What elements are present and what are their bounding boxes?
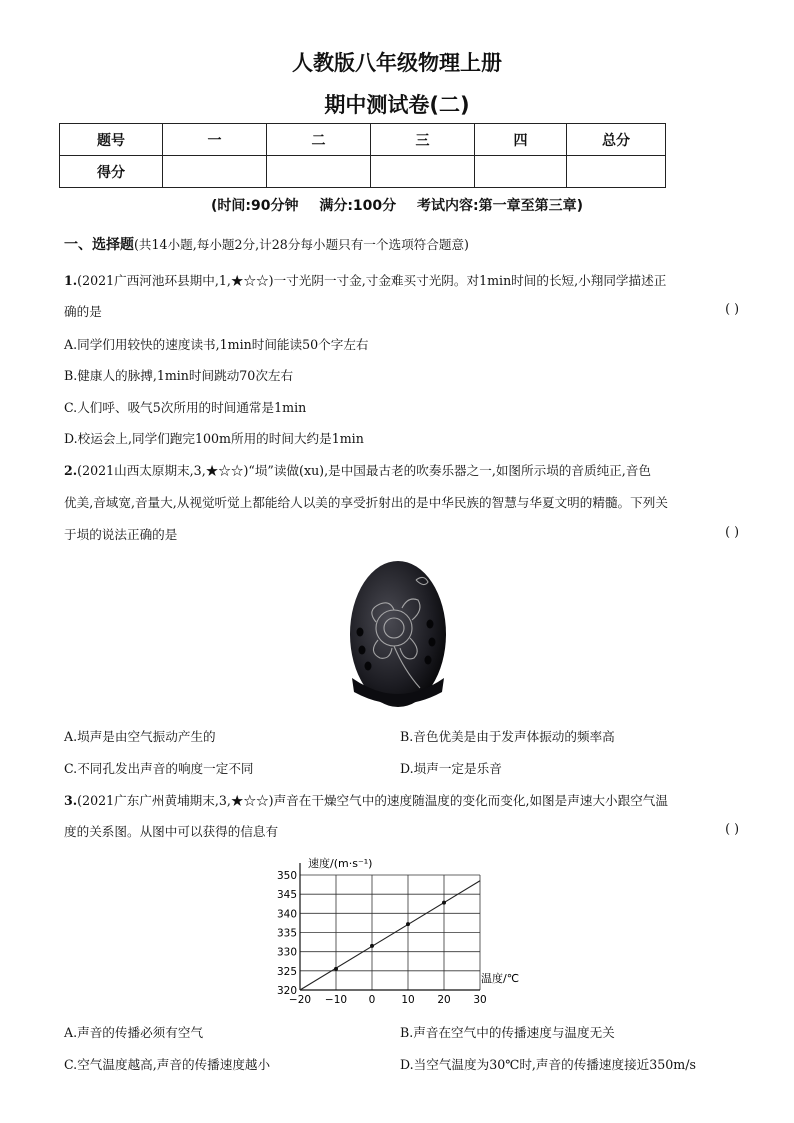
x-tick-label: 10 bbox=[401, 994, 415, 1006]
x-tick-label: −10 bbox=[324, 994, 348, 1006]
q3-option-b[interactable]: B.声音在空气中的传播速度与温度无关 bbox=[400, 1025, 615, 1040]
question-text: 优美,音域宽,音量大,从视觉听觉上都能给人以美的享受折射出的是中华民族的智慧与华夏文明的精髓。下列关 bbox=[64, 495, 668, 510]
section-heading bbox=[64, 234, 469, 254]
q2-option-d[interactable]: D.埙声一定是乐音 bbox=[400, 761, 502, 776]
answer-parentheses[interactable]: ( ) bbox=[725, 821, 739, 836]
x-tick-label: 20 bbox=[437, 994, 451, 1006]
question-number: 1. bbox=[64, 273, 78, 288]
q3-option-d[interactable]: D.当空气温度为30℃时,声音的传播速度接近350m/s bbox=[400, 1057, 696, 1072]
q1-option-b[interactable]: B.健康人的脉搏,1min时间跳动70次左右 bbox=[64, 368, 294, 383]
section-title: 一、选择题 bbox=[64, 237, 134, 253]
question-text: 确的是 bbox=[64, 304, 102, 319]
exam-full-score: 满分:100分 bbox=[319, 198, 397, 214]
q3-option-c[interactable]: C.空气温度越高,声音的传播速度越小 bbox=[64, 1057, 271, 1072]
x-tick-label: −20 bbox=[288, 994, 312, 1006]
y-tick-label: 345 bbox=[276, 889, 297, 902]
score-cell: 一 bbox=[163, 124, 267, 156]
question-text: (2021广东广州黄埔期末,3,★☆☆)声音在干燥空气中的速度随温度的变化而变化,如图是声速大小跟空气温 bbox=[77, 793, 668, 808]
score-cell: 题号 bbox=[60, 124, 163, 156]
q2-option-a[interactable]: A.埙声是由空气振动产生的 bbox=[64, 729, 216, 744]
data-point bbox=[442, 901, 446, 905]
question-2-line2 bbox=[64, 492, 739, 511]
question-text: 于埙的说法正确的是 bbox=[64, 527, 178, 542]
exam-content: 考试内容:第一章至第三章) bbox=[417, 198, 584, 214]
data-point bbox=[334, 967, 338, 971]
question-1-line1 bbox=[64, 270, 739, 289]
y-tick-label: 330 bbox=[276, 946, 297, 959]
score-table-header-row bbox=[60, 124, 666, 156]
data-point bbox=[370, 944, 374, 948]
chart-ticks bbox=[277, 870, 487, 1006]
score-cell: 三 bbox=[371, 124, 475, 156]
score-table-score-row bbox=[60, 156, 666, 188]
q1-option-c[interactable]: C.人们呼、吸气5次所用的时间通常是1min bbox=[64, 400, 307, 415]
question-number: 3. bbox=[64, 793, 78, 808]
q2-option-c[interactable]: C.不同孔发出声音的响度一定不同 bbox=[64, 761, 254, 776]
speed-line bbox=[300, 881, 480, 990]
y-tick-label: 320 bbox=[276, 985, 297, 997]
score-input-cell[interactable] bbox=[371, 156, 475, 188]
score-input-cell[interactable] bbox=[163, 156, 267, 188]
answer-parentheses[interactable]: ( ) bbox=[725, 524, 739, 539]
q1-option-d[interactable]: D.校运会上,同学们跑完100m所用的时间大约是1min bbox=[64, 431, 364, 446]
exam-time: (时间:90分钟 bbox=[210, 198, 299, 214]
score-input-cell[interactable] bbox=[267, 156, 371, 188]
score-cell: 四 bbox=[475, 124, 567, 156]
q1-option-a[interactable]: A.同学们用较快的速度读书,1min时间能读50个字左右 bbox=[64, 337, 369, 352]
question-1-line2 bbox=[64, 301, 739, 320]
chart-ylabel: 速度/(m·s⁻¹) bbox=[308, 857, 373, 870]
speed-temperature-chart bbox=[270, 855, 520, 1015]
question-text: (2021广西河池环县期中,1,★☆☆)一寸光阴一寸金,寸金难买寸光阴。对1min时间的长短,小翔同学描述正 bbox=[77, 273, 667, 288]
score-input-cell[interactable] bbox=[567, 156, 666, 188]
chart-xlabel: 温度/℃ bbox=[481, 972, 520, 985]
question-text: (2021山西太原期末,3,★☆☆)“埙”读做(xu),是中国最古老的吹奏乐器之一,如图所示埙的音质纯正,音色 bbox=[77, 463, 651, 478]
score-label: 得分 bbox=[60, 156, 163, 188]
chart-grid bbox=[300, 875, 480, 990]
question-3-line1 bbox=[64, 790, 739, 809]
x-tick-label: 0 bbox=[368, 994, 376, 1006]
exam-info bbox=[0, 195, 794, 215]
y-tick-label: 340 bbox=[276, 908, 297, 921]
y-tick-label: 335 bbox=[276, 927, 297, 940]
answer-parentheses[interactable]: ( ) bbox=[725, 301, 739, 316]
y-tick-label: 350 bbox=[276, 870, 297, 882]
score-input-cell[interactable] bbox=[475, 156, 567, 188]
score-cell: 二 bbox=[267, 124, 371, 156]
score-table bbox=[59, 123, 666, 188]
question-text: 度的关系图。从图中可以获得的信息有 bbox=[64, 824, 279, 839]
page-subtitle: 期中测试卷(二) bbox=[324, 93, 470, 117]
q3-option-a[interactable]: A.声音的传播必须有空气 bbox=[64, 1025, 204, 1040]
question-2-line1 bbox=[64, 460, 739, 479]
question-3-line2 bbox=[64, 821, 739, 840]
y-tick-label: 325 bbox=[276, 965, 297, 978]
score-cell: 总分 bbox=[567, 124, 666, 156]
question-number: 2. bbox=[64, 463, 78, 478]
page-title: 人教版八年级物理上册 bbox=[292, 51, 502, 75]
question-2-line3 bbox=[64, 524, 739, 543]
section-note: (共14小题,每小题2分,计28分每小题只有一个选项符合题意) bbox=[134, 237, 469, 252]
ocarina-image bbox=[346, 560, 450, 710]
q2-option-b[interactable]: B.音色优美是由于发声体振动的频率高 bbox=[400, 729, 615, 744]
data-point bbox=[406, 922, 410, 926]
x-tick-label: 30 bbox=[473, 994, 487, 1006]
chart-series bbox=[300, 881, 480, 990]
